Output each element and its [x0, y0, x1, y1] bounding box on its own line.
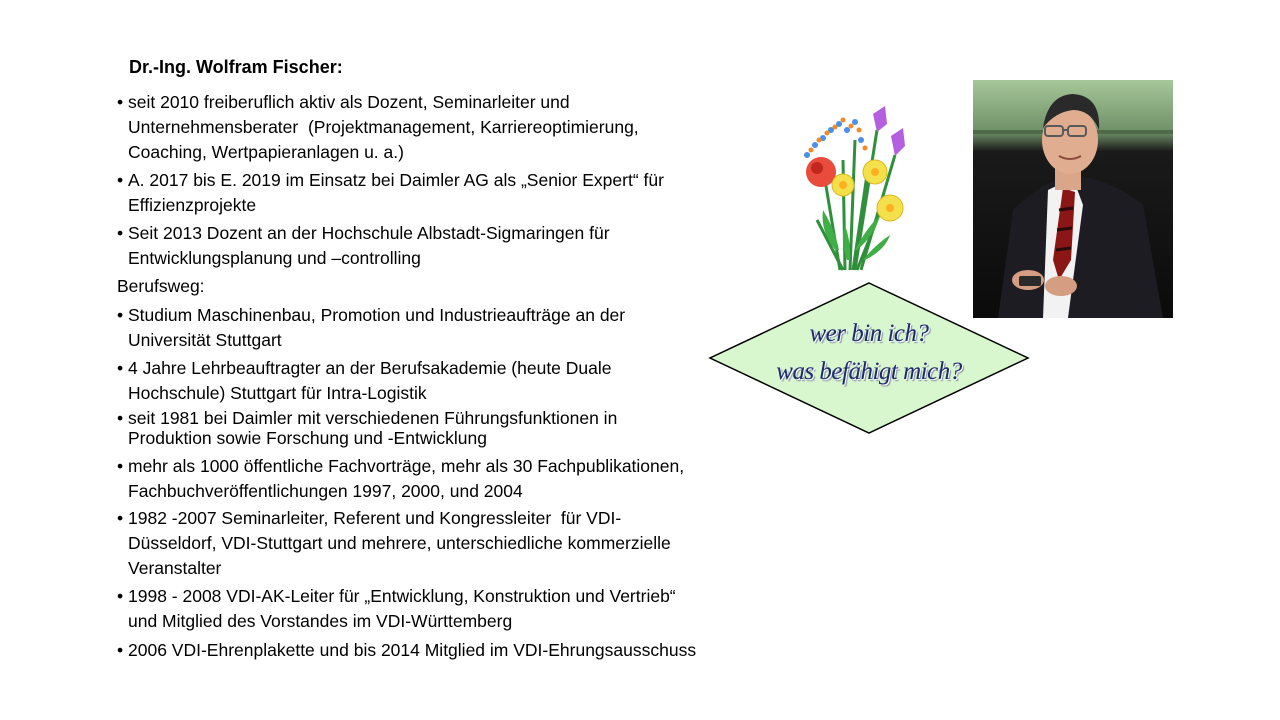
list-item [117, 454, 684, 504]
bullet-icon: • [117, 586, 124, 606]
list-item-text: 4 Jahre Lehrbeauftragter an der Berufsakademie (heute Duale Hochschule) Stuttgart für Intra-Logistik [128, 358, 612, 403]
page-title: Dr.-Ing. Wolfram Fischer: [129, 57, 343, 77]
list-item-text: seit 2010 freiberuflich aktiv als Dozent, Seminarleiter und Unternehmensberater (Projektmanagement, Karriereoptimierung, Coaching, Wertpapieranlagen u. a.) [128, 92, 639, 162]
bullet-icon: • [117, 92, 124, 112]
bullet-icon: • [117, 305, 124, 325]
bullet-icon: • [117, 640, 124, 660]
flower-bouquet-icon [795, 100, 920, 275]
bullet-icon: • [117, 170, 124, 190]
list-item [117, 303, 625, 353]
bullet-icon: • [117, 358, 124, 378]
list-item-text: 2006 VDI-Ehrenplakette und bis 2014 Mitglied im VDI-Ehrungsausschuss [128, 640, 697, 660]
list-item-text: mehr als 1000 öffentliche Fachvorträge, mehr als 30 Fachpublikationen, Fachbuchveröffentlichungen 1997, 2000, und 2004 [128, 456, 685, 501]
list-item-text: Seit 2013 Dozent an der Hochschule Albstadt-Sigmaringen für Entwicklungsplanung und –controlling [128, 223, 610, 268]
list-item [117, 408, 617, 448]
list-item [117, 506, 671, 581]
list-item-text: seit 1981 bei Daimler mit verschiedenen Führungsfunktionen in Produktion sowie Forschung und -Entwicklung [128, 408, 618, 448]
list-item-text: Studium Maschinenbau, Promotion und Industrieaufträge an der Universität Stuttgart [128, 305, 626, 350]
list-item [117, 638, 696, 663]
list-item [117, 356, 612, 406]
list-item [117, 90, 639, 165]
list-item [117, 584, 676, 634]
list-item-text: A. 2017 bis E. 2019 im Einsatz bei Daimler AG als „Senior Expert“ für Effizienzprojekte [128, 170, 664, 215]
callout-line-1: wer bin ich? [809, 320, 929, 347]
section-heading: Berufsweg: [117, 276, 205, 296]
list-item-text: 1998 - 2008 VDI-AK-Leiter für „Entwicklung, Konstruktion und Vertrieb“ und Mitglied des Vorstandes im VDI-Württemberg [128, 586, 676, 631]
bullet-icon: • [117, 408, 124, 428]
list-item-text: 1982 -2007 Seminarleiter, Referent und Kongressleiter für VDI- Düsseldorf, VDI-Stuttgart und mehrere, unterschiedliche kommerzielle Veranstalter [128, 508, 671, 578]
bullet-icon: • [117, 223, 124, 243]
bullet-icon: • [117, 508, 124, 528]
list-item [117, 221, 610, 271]
bullet-icon: • [117, 456, 124, 476]
list-item [117, 168, 664, 218]
callout-line-2: was befähigt mich? [776, 358, 962, 385]
